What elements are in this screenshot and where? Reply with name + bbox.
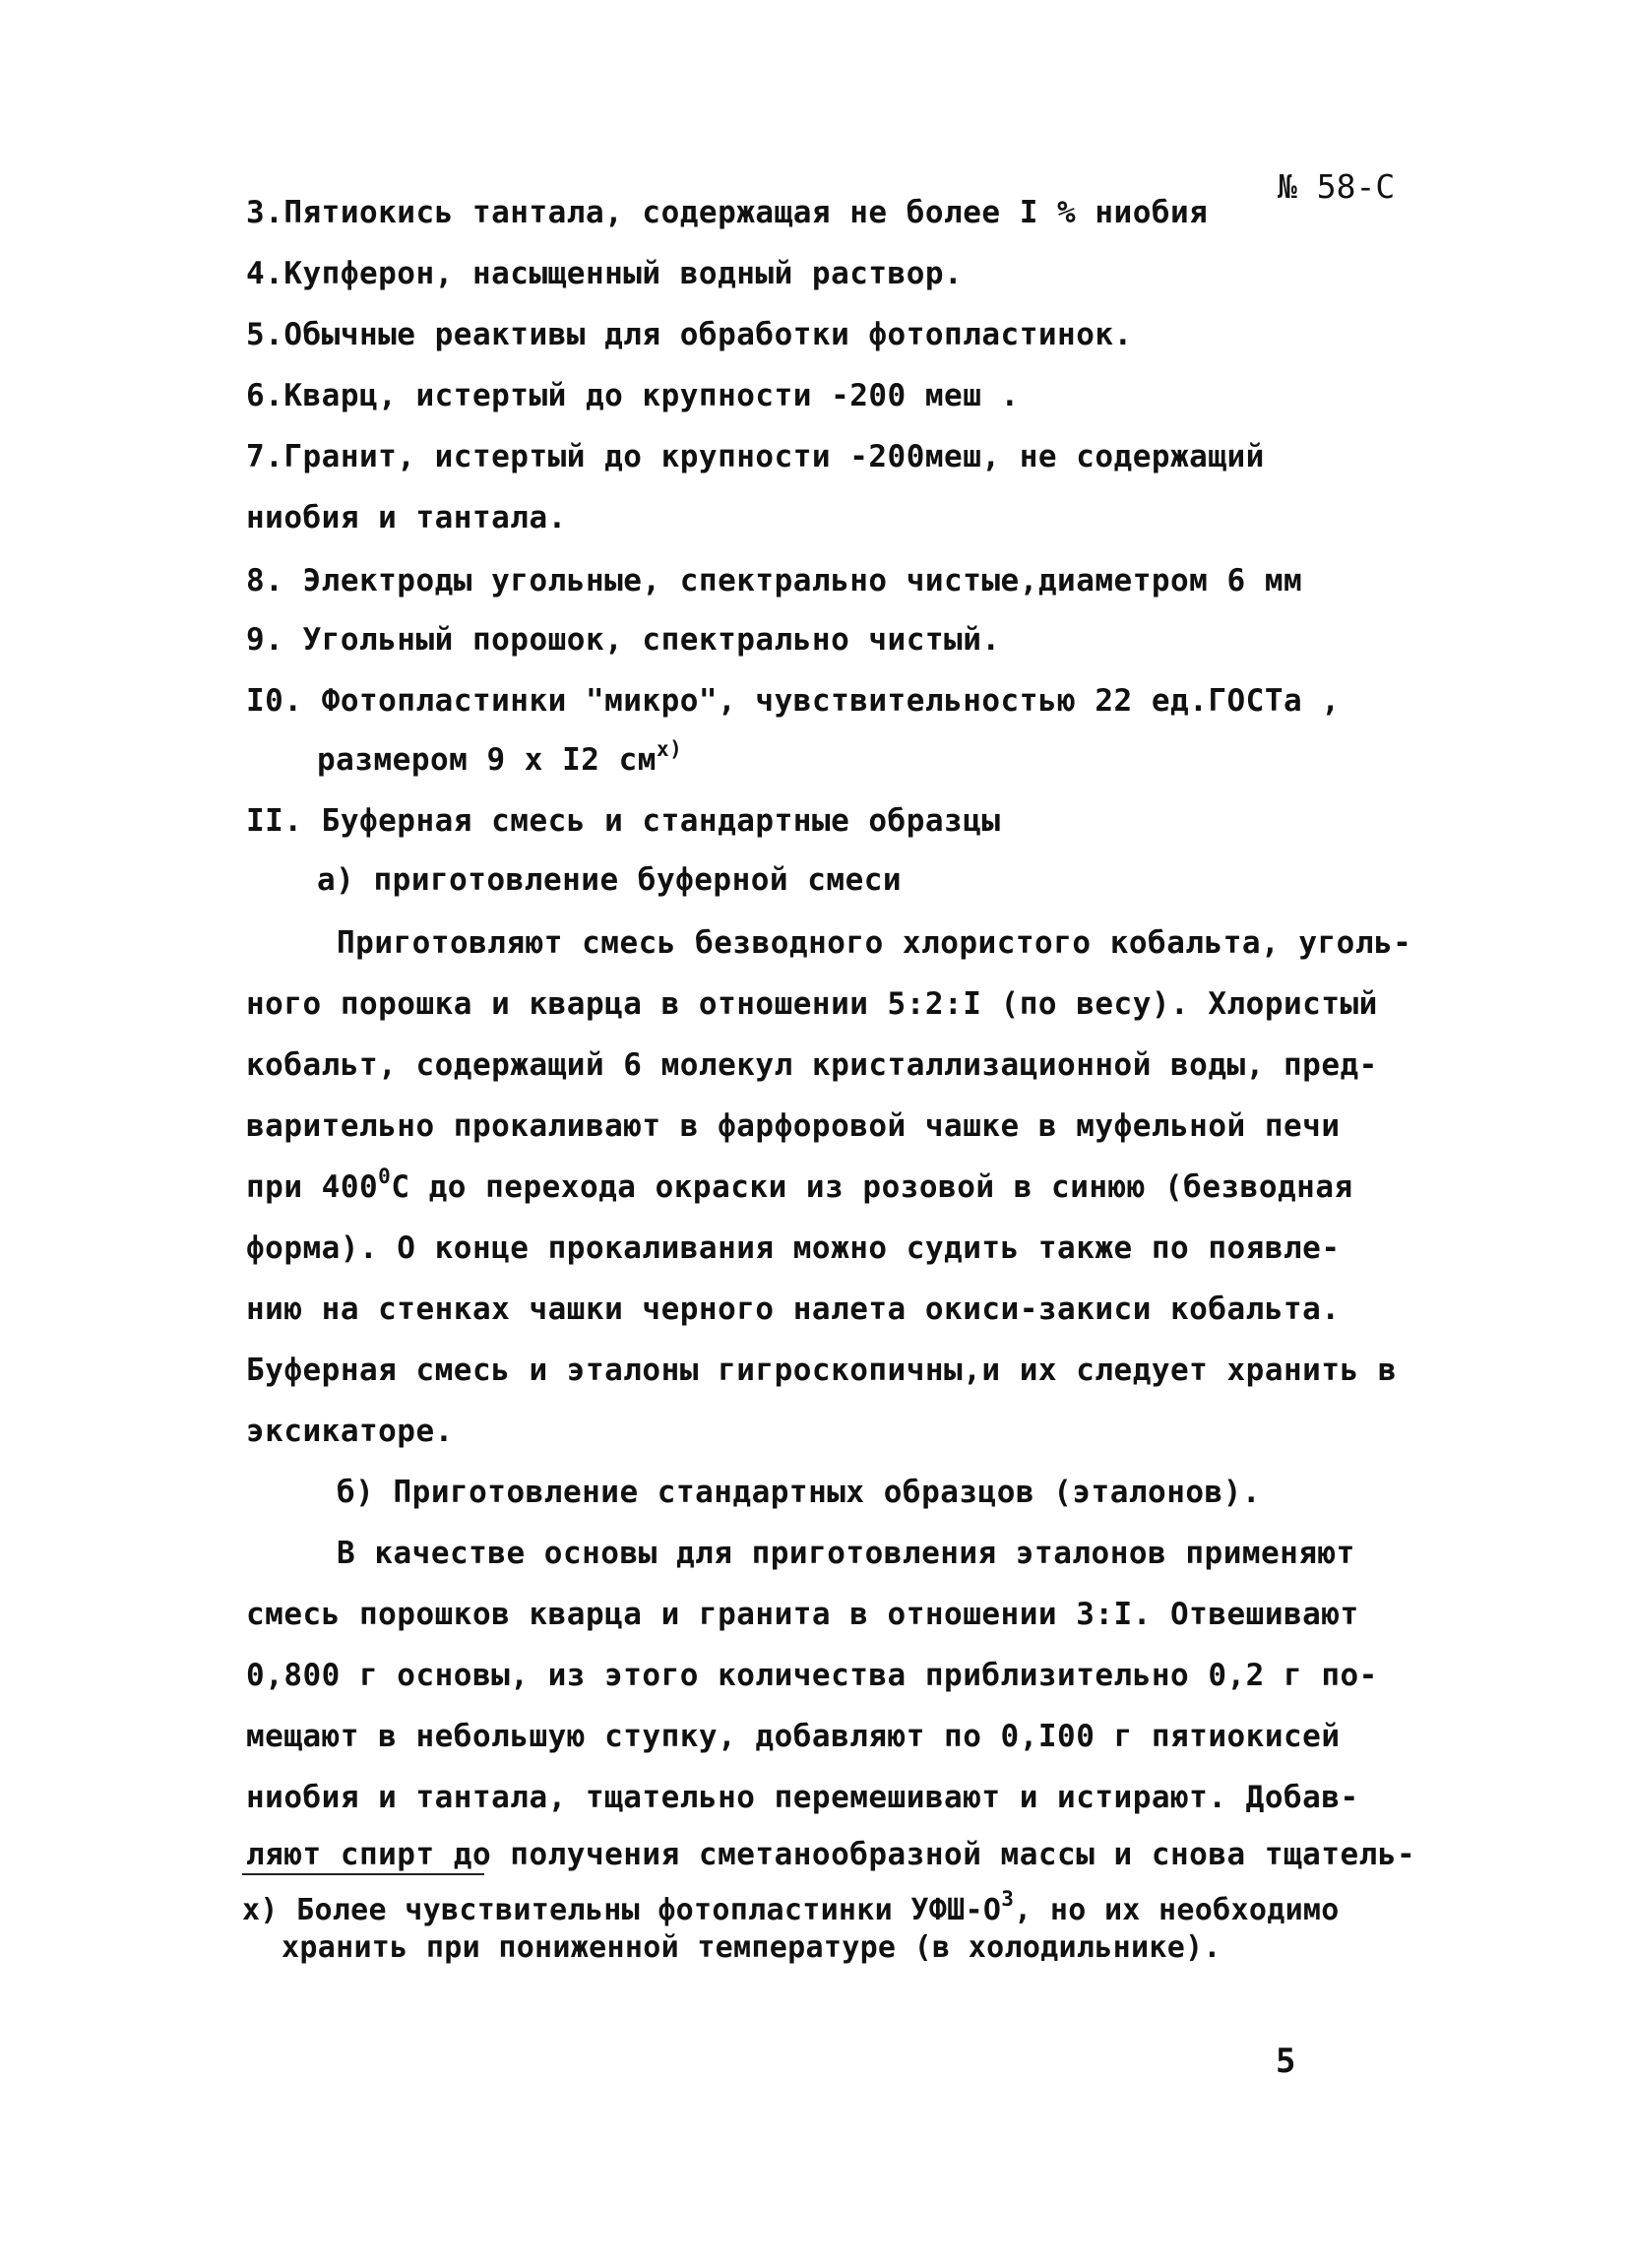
paragraph-line: кобальт, содержащий 6 молекул кристаллизационной воды, пред- bbox=[246, 1047, 1378, 1083]
paragraph-line: Буферная смесь и эталоны гигроскопичны,и их следует хранить в bbox=[246, 1353, 1397, 1388]
list-item-3: 3.Пятиокись тантала, содержащая не более I % ниобия bbox=[246, 195, 1209, 230]
document-number: № 58-С bbox=[1278, 167, 1396, 206]
paragraph-line: смесь порошков кварца и гранита в отношении 3:I. Отвешивают bbox=[246, 1597, 1359, 1632]
footnote-text-continued: , но их необходимо bbox=[1014, 1893, 1340, 1927]
footnote-separator bbox=[242, 1873, 484, 1875]
paragraph-line: мещают в небольшую ступку, добавляют по 0,I00 г пятиокисей bbox=[246, 1719, 1341, 1754]
footnote-line: хранить при пониженной температуре (в холодильнике). bbox=[282, 1930, 1221, 1965]
temperature-text: при 400 bbox=[246, 1169, 379, 1205]
page-number: 5 bbox=[1276, 2042, 1296, 2081]
paragraph-line: ляют спирт до получения сметанообразной массы и снова тщатель- bbox=[246, 1837, 1416, 1872]
footnote-superscript: 3 bbox=[1001, 1887, 1015, 1911]
list-item-11: II. Буферная смесь и стандартные образцы bbox=[246, 803, 1001, 839]
subsection-a-heading: а) приготовление буферной смеси bbox=[317, 862, 903, 898]
degree-superscript: 0 bbox=[378, 1165, 392, 1188]
list-item-4: 4.Купферон, насыщенный водный раствор. bbox=[246, 256, 964, 291]
list-item-5: 5.Обычные реактивы для обработки фотопластинок. bbox=[246, 317, 1133, 352]
list-item-10: I0. Фотопластинки "микро", чувствительностью 22 ед.ГОСТа , bbox=[246, 683, 1341, 719]
paragraph-line: нию на стенках чашки черного налета окиси-закиси кобальта. bbox=[246, 1292, 1341, 1327]
paragraph-line: ниобия и тантала, тщательно перемешивают и истирают. Добав- bbox=[246, 1780, 1359, 1815]
subsection-b-heading: б) Приготовление стандартных образцов (эталонов). bbox=[337, 1475, 1262, 1510]
paragraph-line: варительно прокаливают в фарфоровой чашке в муфельной печи bbox=[246, 1108, 1341, 1144]
footnote-marker: х) bbox=[656, 737, 683, 761]
list-item-10-continued bbox=[317, 737, 683, 780]
paragraph-line: ного порошка и кварца в отношении 5:2:I (по весу). Хлористый bbox=[246, 986, 1378, 1022]
paragraph-line: эксикаторе. bbox=[246, 1414, 454, 1449]
list-item-7-continued: ниобия и тантала. bbox=[246, 500, 567, 536]
temperature-text-continued: С до перехода окраски из розовой в синюю (безводная bbox=[391, 1169, 1353, 1205]
paragraph-line bbox=[246, 1167, 1353, 1207]
list-item-8: 8. Электроды угольные, спектрально чистые,диаметром 6 мм bbox=[246, 563, 1303, 598]
footnote-text: х) Более чувствительны фотопластинки УФШ-О bbox=[242, 1893, 1002, 1927]
paragraph-line: 0,800 г основы, из этого количества приблизительно 0,2 г по- bbox=[246, 1658, 1378, 1693]
list-item-10-size-text: размером 9 х I2 см bbox=[317, 742, 657, 778]
list-item-9: 9. Угольный порошок, спектрально чистый. bbox=[246, 622, 1001, 658]
paragraph-line: Приготовляют смесь безводного хлористого кобальта, уголь- bbox=[337, 925, 1412, 961]
list-item-6: 6.Кварц, истертый до крупности -200 меш . bbox=[246, 378, 1020, 413]
paragraph-line: В качестве основы для приготовления эталонов применяют bbox=[337, 1536, 1355, 1571]
list-item-7: 7.Гранит, истертый до крупности -200меш, не содержащий bbox=[246, 439, 1265, 474]
paragraph-line: форма). О конце прокаливания можно судить также по появле- bbox=[246, 1230, 1341, 1266]
footnote-line bbox=[242, 1887, 1340, 1927]
